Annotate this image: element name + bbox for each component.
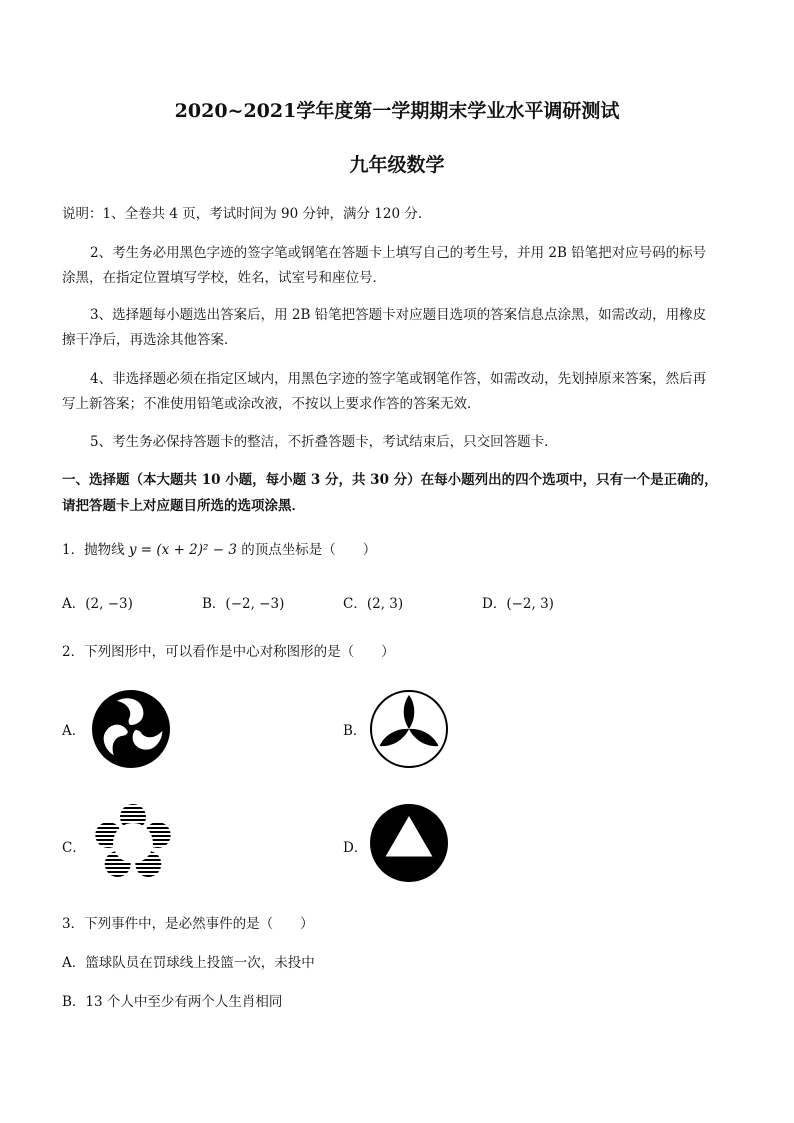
instruction-line: 擦干净后，再选涂其他答案． <box>62 332 238 348</box>
q2-option-a-label: A． <box>62 723 86 739</box>
q1-option-c: C．(2, 3) <box>343 596 404 612</box>
q1-option-a: A．(2, −3) <box>62 596 133 612</box>
triangle-in-circle-icon <box>368 802 450 884</box>
instruction-line: 涂黑，在指定位置填写学校，姓名，试室号和座位号． <box>62 270 386 286</box>
section-heading: 一、选择题（本大题共 10 小题，每小题 3 分，共 30 分）在每小题列出的四个选项中，只有一个是正确的， <box>62 472 718 488</box>
question-1-formula: y = (x + 2)² − 3 <box>128 542 237 558</box>
q2-option-c-label: C． <box>62 840 86 856</box>
question-1 <box>62 538 376 558</box>
instruction-line: 说明：1、全卷共 4 页，考试时间为 90 分钟，满分 120 分． <box>62 206 432 222</box>
q1-option-b: B．(−2, −3) <box>202 596 285 612</box>
striped-flower-icon <box>88 802 178 884</box>
instruction-line: 4、非选择题必须在指定区域内，用黑色字迹的签字笔或钢笔作答，如需改动，先划掉原来答案，然后再 <box>90 371 707 387</box>
three-petal-icon <box>368 688 450 770</box>
question-3: 3．下列事件中，是必然事件的是（ ） <box>62 916 314 932</box>
q3-option-b: B．13 个人中至少有两个人生肖相同 <box>62 994 283 1010</box>
tomoe-icon <box>90 688 172 770</box>
exam-title: 2020~2021学年度第一学期期末学业水平调研测试 <box>174 100 620 122</box>
question-1-prefix: 1．抛物线 <box>62 542 125 558</box>
q1-option-d: D．(−2, 3) <box>482 596 554 612</box>
question-1-suffix: 的顶点坐标是（ ） <box>241 542 377 558</box>
exam-subject: 九年级数学 <box>349 154 445 176</box>
instruction-line: 3、选择题每小题选出答案后，用 2B 铅笔把答题卡对应题目选项的答案信息点涂黑，如需改动，用橡皮 <box>90 307 707 323</box>
q2-option-b-label: B． <box>343 723 367 739</box>
q3-option-a: A．篮球队员在罚球线上投篮一次，未投中 <box>62 955 315 971</box>
instruction-line: 5、考生务必保持答题卡的整洁，不折叠答题卡，考试结束后，只交回答题卡． <box>90 434 558 450</box>
instruction-line: 写上新答案；不准使用铅笔或涂改液，不按以上要求作答的答案无效． <box>62 396 481 412</box>
question-2: 2．下列图形中，可以看作是中心对称图形的是（ ） <box>62 644 395 660</box>
q2-option-d-label: D． <box>343 840 368 856</box>
section-heading: 请把答题卡上对应题目所选的选项涂黑． <box>62 498 305 514</box>
instruction-line: 2、考生务必用黑色字迹的签字笔或钢笔在答题卡上填写自己的考生号，并用 2B 铅笔把对应号码的标号 <box>90 245 707 261</box>
